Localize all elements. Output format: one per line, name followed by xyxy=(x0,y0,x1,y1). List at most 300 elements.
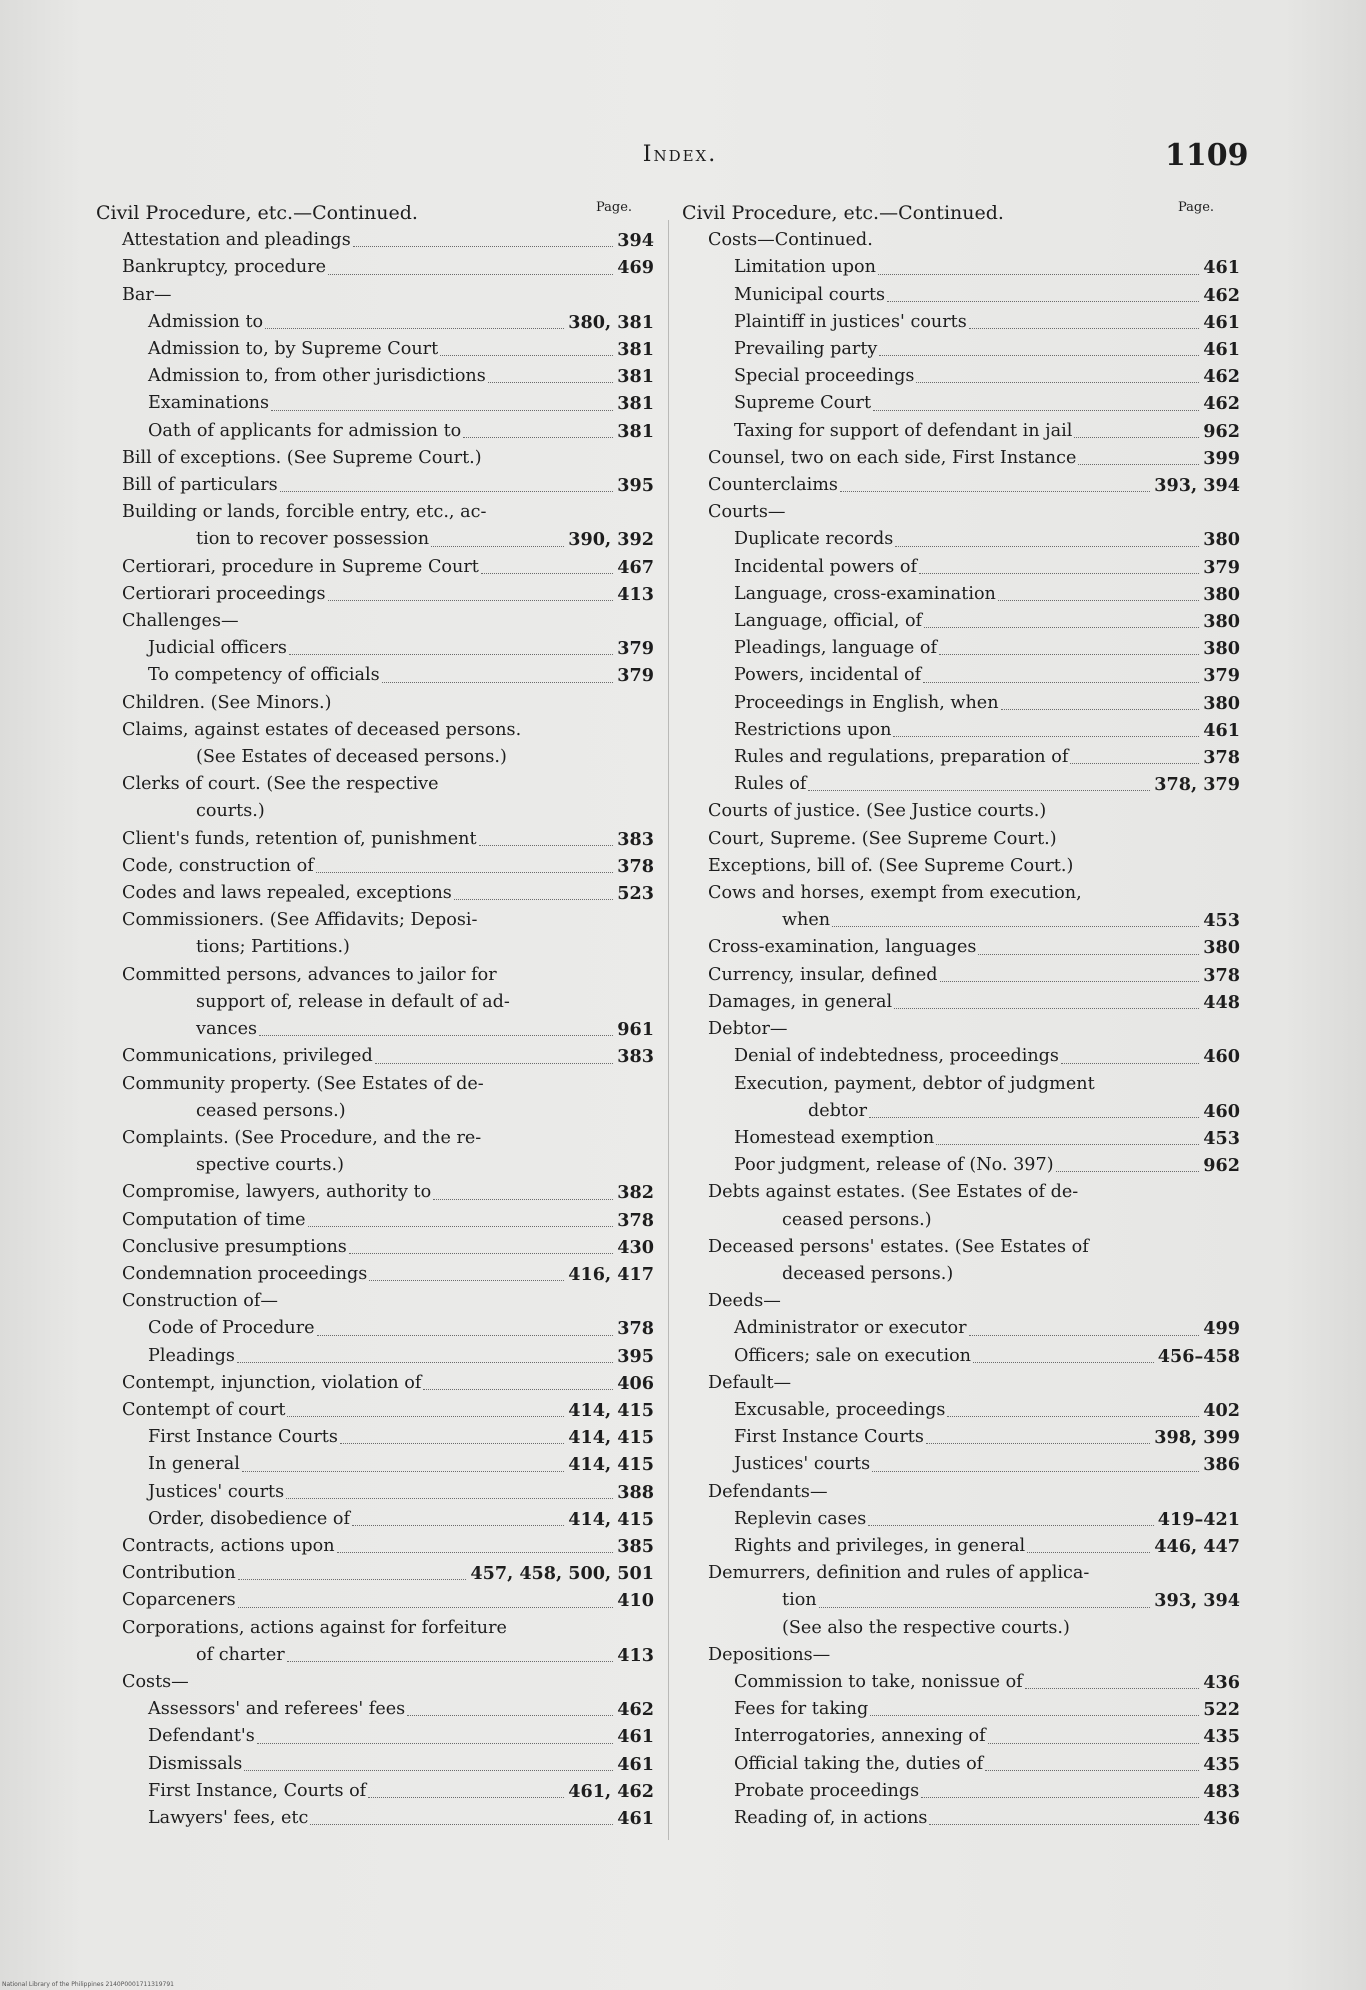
index-entry-page: 453 xyxy=(1203,910,1240,932)
index-entry-page: 378, 379 xyxy=(1154,774,1240,796)
index-entry-page: 414, 415 xyxy=(568,1454,654,1476)
dot-leader xyxy=(337,1552,614,1553)
index-entry-term: Commissioners. (See Affidavits; Deposi- xyxy=(122,910,478,931)
dot-leader xyxy=(969,328,1199,329)
index-entry-term: Certiorari proceedings xyxy=(122,583,326,604)
index-entry-page: 393, 394 xyxy=(1154,1590,1240,1612)
index-entry xyxy=(682,934,1240,961)
index-entry-page: 383 xyxy=(617,1046,654,1068)
index-entry xyxy=(682,254,1240,281)
dot-leader xyxy=(481,573,613,574)
index-entry-term: Rules of xyxy=(734,774,807,795)
index-entry-continuation: ceased persons.) xyxy=(782,1209,932,1230)
index-entry-term: Costs— xyxy=(122,1671,189,1692)
index-entry xyxy=(96,1451,654,1478)
dot-leader xyxy=(237,1362,613,1363)
index-entry-page: 378 xyxy=(1203,747,1240,769)
index-entry-term: Challenges— xyxy=(122,611,239,632)
index-entry xyxy=(96,1506,654,1533)
index-entry xyxy=(96,1098,654,1125)
index-entry-term: Community property. (See Estates of de- xyxy=(122,1073,484,1094)
dot-leader xyxy=(287,1661,614,1662)
index-entry xyxy=(682,363,1240,390)
dot-leader xyxy=(919,573,1199,574)
index-entry-page: 410 xyxy=(617,1590,654,1612)
index-entry-page: 393, 394 xyxy=(1154,475,1240,497)
index-entry xyxy=(682,227,1240,254)
index-entry-page: 406 xyxy=(617,1372,654,1394)
index-entry-page: 430 xyxy=(617,1236,654,1258)
dot-leader xyxy=(895,546,1199,547)
scan-footer: National Library of the Philippines 2140P0001711319791 xyxy=(2,1981,174,1988)
index-entry-page: 385 xyxy=(617,1535,654,1557)
index-entry xyxy=(682,907,1240,934)
index-entry xyxy=(96,200,654,227)
dot-leader xyxy=(819,1607,1151,1608)
index-entry-term: Limitation upon xyxy=(734,257,876,278)
index-entry-term: Contempt of court xyxy=(122,1399,286,1420)
index-entry xyxy=(96,1560,654,1587)
dot-leader xyxy=(316,872,614,873)
index-entry xyxy=(682,526,1240,553)
dot-leader xyxy=(988,1743,1200,1744)
index-entry xyxy=(682,1805,1240,1832)
index-entry-page: 383 xyxy=(617,828,654,850)
index-column-right xyxy=(682,200,1240,1832)
index-entry-term: Bar— xyxy=(122,284,172,305)
index-entry-page: 386 xyxy=(1203,1454,1240,1476)
index-entry-continuation: courts.) xyxy=(196,801,265,822)
index-entry-term: Counsel, two on each side, First Instance xyxy=(708,447,1077,468)
index-entry-page: 413 xyxy=(617,1644,654,1666)
index-entry-page: 414, 415 xyxy=(568,1427,654,1449)
dot-leader xyxy=(969,1335,1200,1336)
index-entry xyxy=(682,1778,1240,1805)
index-entry-page: 460 xyxy=(1203,1046,1240,1068)
index-entry-term: Codes and laws repealed, exceptions xyxy=(122,883,452,904)
index-entry-term: Defendant's xyxy=(148,1726,255,1747)
dot-leader xyxy=(352,1525,564,1526)
index-entry-page: 499 xyxy=(1203,1318,1240,1340)
index-entry-page: 461 xyxy=(1203,719,1240,741)
dot-leader xyxy=(947,1416,1199,1417)
index-entry xyxy=(96,1479,654,1506)
dot-leader xyxy=(869,1117,1199,1118)
dot-leader xyxy=(433,1199,613,1200)
dot-leader xyxy=(286,1498,613,1499)
index-entry-term: Officers; sale on execution xyxy=(734,1345,971,1366)
index-entry-continuation: support of, release in default of ad- xyxy=(196,991,510,1012)
index-entry-page: 380 xyxy=(1203,529,1240,551)
index-entry xyxy=(96,1343,654,1370)
dot-leader xyxy=(832,926,1199,927)
index-entry-term: Assessors' and referees' fees xyxy=(148,1699,406,1720)
index-entry-term: In general xyxy=(148,1454,240,1475)
index-entry xyxy=(682,554,1240,581)
index-entry-page: 467 xyxy=(617,556,654,578)
dot-leader xyxy=(868,1525,1153,1526)
index-entry xyxy=(96,1125,654,1152)
dot-leader xyxy=(1061,1063,1199,1064)
index-entry-continuation: tion xyxy=(782,1590,817,1611)
index-entry-continuation: tions; Partitions.) xyxy=(196,937,350,958)
index-entry xyxy=(96,1152,654,1179)
index-entry xyxy=(682,1451,1240,1478)
index-entry-term: Deeds— xyxy=(708,1291,781,1312)
index-entry-continuation: debtor xyxy=(808,1100,868,1121)
index-entry-page: 461 xyxy=(617,1807,654,1829)
index-entry xyxy=(682,1506,1240,1533)
page-column-label-right: Page. xyxy=(1178,200,1215,215)
index-entry-page: 461 xyxy=(1203,311,1240,333)
index-entry xyxy=(96,1288,654,1315)
dot-leader xyxy=(375,1063,614,1064)
index-entry xyxy=(682,744,1240,771)
index-entry-page: 436 xyxy=(1203,1807,1240,1829)
index-entry-page: 523 xyxy=(617,883,654,905)
index-entry-page: 961 xyxy=(617,1019,654,1041)
dot-leader xyxy=(916,382,1199,383)
index-entry xyxy=(682,1016,1240,1043)
index-entry-page: 460 xyxy=(1203,1100,1240,1122)
index-entry xyxy=(682,472,1240,499)
index-entry xyxy=(96,1723,654,1750)
index-entry xyxy=(96,1315,654,1342)
index-entry-term: Contracts, actions upon xyxy=(122,1535,335,1556)
index-entry-page: 461, 462 xyxy=(568,1780,654,1802)
index-entry-term: Construction of— xyxy=(122,1291,278,1312)
index-entry xyxy=(96,254,654,281)
index-entry-term: Replevin cases xyxy=(734,1508,867,1529)
index-entry-term: Debts against estates. (See Estates of de- xyxy=(708,1182,1079,1203)
index-entry xyxy=(96,1370,654,1397)
index-entry-term: Cross-examination, languages xyxy=(708,937,977,958)
index-entry-page: 461 xyxy=(617,1753,654,1775)
index-entry xyxy=(682,1696,1240,1723)
index-entry-term: Powers, incidental of xyxy=(734,665,922,686)
dot-leader xyxy=(924,627,1199,628)
index-entry-continuation: (See Estates of deceased persons.) xyxy=(196,747,507,768)
dot-leader xyxy=(1070,763,1199,764)
index-entry xyxy=(96,282,654,309)
index-entry xyxy=(96,1179,654,1206)
index-entry xyxy=(96,635,654,662)
index-entry-term: Civil Procedure, etc.—Continued. xyxy=(682,202,1004,224)
index-entry xyxy=(96,744,654,771)
index-entry xyxy=(682,1315,1240,1342)
index-entry xyxy=(682,282,1240,309)
index-entry-term: Homestead exemption xyxy=(734,1127,935,1148)
index-entry-term: Pleadings, language of xyxy=(734,638,937,659)
index-entry xyxy=(682,1479,1240,1506)
index-entry-term: Cows and horses, exempt from execution, xyxy=(708,883,1082,904)
index-entry-term: Incidental powers of xyxy=(734,556,918,577)
index-entry-term: Default— xyxy=(708,1372,792,1393)
index-entry-page: 380, 381 xyxy=(568,311,654,333)
dot-leader xyxy=(369,1280,564,1281)
dot-leader xyxy=(287,1416,564,1417)
dot-leader xyxy=(423,1389,613,1390)
dot-leader xyxy=(280,491,614,492)
index-entry-term: Compromise, lawyers, authority to xyxy=(122,1182,432,1203)
page-number: 1109 xyxy=(1165,138,1249,173)
index-entry-term: Taxing for support of defendant in jail xyxy=(734,420,1073,441)
index-entry-term: Fees for taking xyxy=(734,1699,869,1720)
dot-leader xyxy=(870,1715,1199,1716)
index-entry-page: 379 xyxy=(617,638,654,660)
index-entry-continuation: ceased persons.) xyxy=(196,1100,346,1121)
dot-leader xyxy=(1001,709,1200,710)
index-entry-page: 381 xyxy=(617,393,654,415)
index-column-left xyxy=(96,200,654,1832)
index-entry xyxy=(96,962,654,989)
index-entry-term: Committed persons, advances to jailor for xyxy=(122,964,497,985)
index-entry-term: Condemnation proceedings xyxy=(122,1263,368,1284)
index-entry-page: 462 xyxy=(617,1699,654,1721)
index-entry-page: 414, 415 xyxy=(568,1508,654,1530)
index-entry-page: 380 xyxy=(1203,638,1240,660)
index-entry xyxy=(96,363,654,390)
index-entry xyxy=(96,1696,654,1723)
index-entry xyxy=(682,826,1240,853)
index-entry xyxy=(96,418,654,445)
index-entry-term: Corporations, actions against for forfeiture xyxy=(122,1617,507,1638)
index-entry-continuation: tion to recover possession xyxy=(196,529,430,550)
index-entry-page: 962 xyxy=(1203,1155,1240,1177)
index-entry xyxy=(96,853,654,880)
index-entry-page: 435 xyxy=(1203,1726,1240,1748)
index-entry-term: Language, official, of xyxy=(734,611,923,632)
index-entry xyxy=(96,1016,654,1043)
dot-leader xyxy=(265,328,564,329)
index-entry xyxy=(96,445,654,472)
dot-leader xyxy=(887,301,1199,302)
index-entry xyxy=(96,907,654,934)
dot-leader xyxy=(1027,1552,1150,1553)
index-entry xyxy=(96,526,654,553)
index-entry-term: Code of Procedure xyxy=(148,1318,315,1339)
index-entry xyxy=(96,227,654,254)
index-entry xyxy=(96,581,654,608)
index-entry xyxy=(96,1778,654,1805)
index-entry xyxy=(96,1071,654,1098)
dot-leader xyxy=(1025,1688,1200,1689)
index-entry-term: Code, construction of xyxy=(122,855,314,876)
dot-leader xyxy=(310,1824,613,1825)
index-entry-term: Courts— xyxy=(708,502,786,523)
index-entry xyxy=(682,1343,1240,1370)
index-entry xyxy=(682,1615,1240,1642)
dot-leader xyxy=(921,1797,1199,1798)
index-entry-term: Execution, payment, debtor of judgment xyxy=(734,1073,1095,1094)
index-entry-page: 436 xyxy=(1203,1671,1240,1693)
index-entry-term: Currency, insular, defined xyxy=(708,964,938,985)
index-entry xyxy=(96,1669,654,1696)
index-entry-page: 378 xyxy=(1203,964,1240,986)
dot-leader xyxy=(929,1824,1199,1825)
dot-leader xyxy=(242,1471,564,1472)
index-entry-term: Plaintiff in justices' courts xyxy=(734,311,967,332)
index-entry-page: 402 xyxy=(1203,1399,1240,1421)
index-entry-page: 522 xyxy=(1203,1699,1240,1721)
index-entry-term: Supreme Court xyxy=(734,393,872,414)
index-entry-term: Contribution xyxy=(122,1563,236,1584)
index-entry xyxy=(682,690,1240,717)
index-entry-page: 456–458 xyxy=(1157,1345,1240,1367)
index-entry-page: 462 xyxy=(1203,284,1240,306)
index-entry-term: Municipal courts xyxy=(734,284,886,305)
dot-leader xyxy=(454,899,613,900)
index-entry-page: 395 xyxy=(617,1345,654,1367)
index-entry-term: Bill of exceptions. (See Supreme Court.) xyxy=(122,447,482,468)
dot-leader xyxy=(382,682,614,683)
index-entry-term: Debtor— xyxy=(708,1019,788,1040)
index-entry-page: 461 xyxy=(1203,257,1240,279)
index-entry xyxy=(96,472,654,499)
index-entry-term: Denial of indebtedness, proceedings xyxy=(734,1046,1059,1067)
index-entry-page: 381 xyxy=(617,339,654,361)
index-entry-page: 378 xyxy=(617,855,654,877)
index-entry xyxy=(682,1098,1240,1125)
index-entry-term: Admission to, from other jurisdictions xyxy=(148,366,486,387)
index-entry xyxy=(96,989,654,1016)
index-entry-term: Exceptions, bill of. (See Supreme Court.) xyxy=(708,855,1074,876)
index-entry-page: 381 xyxy=(617,366,654,388)
index-entry-term: Claims, against estates of deceased persons. xyxy=(122,719,522,740)
index-entry-term: Admission to xyxy=(148,311,264,332)
index-entry xyxy=(682,1397,1240,1424)
index-entry-term: Costs—Continued. xyxy=(708,230,873,251)
index-entry xyxy=(682,1723,1240,1750)
index-entry-term: Examinations xyxy=(148,393,270,414)
index-entry xyxy=(96,934,654,961)
index-entry-page: 379 xyxy=(1203,556,1240,578)
dot-leader xyxy=(259,1035,613,1036)
dot-leader xyxy=(840,491,1150,492)
index-entry-term: Conclusive presumptions xyxy=(122,1236,347,1257)
dot-leader xyxy=(1056,1171,1200,1172)
index-entry-page: 379 xyxy=(1203,665,1240,687)
index-entry-page: 378 xyxy=(617,1318,654,1340)
index-entry xyxy=(682,445,1240,472)
index-entry-page: 381 xyxy=(617,420,654,442)
index-entry-page: 446, 447 xyxy=(1154,1535,1240,1557)
index-entry-page: 448 xyxy=(1203,991,1240,1013)
index-entry-page: 399 xyxy=(1203,447,1240,469)
index-entry xyxy=(682,1370,1240,1397)
dot-leader xyxy=(923,682,1199,683)
dot-leader xyxy=(872,1471,1199,1472)
index-entry-term: Building or lands, forcible entry, etc., ac- xyxy=(122,502,487,523)
index-entry xyxy=(682,336,1240,363)
dot-leader xyxy=(407,1715,613,1716)
index-entry-term: Official taking the, duties of xyxy=(734,1753,984,1774)
dot-leader xyxy=(328,274,613,275)
index-entry xyxy=(96,1615,654,1642)
index-entry-term: Clerks of court. (See the respective xyxy=(122,774,439,795)
index-entry-term: Defendants— xyxy=(708,1481,828,1502)
index-entry xyxy=(682,1751,1240,1778)
index-entry-term: Reading of, in actions xyxy=(734,1807,928,1828)
index-entry-term: Damages, in general xyxy=(708,991,893,1012)
index-entry-page: 379 xyxy=(617,665,654,687)
index-entry xyxy=(96,499,654,526)
index-entry-term: To competency of officials xyxy=(148,665,380,686)
index-entry-term: Special proceedings xyxy=(734,366,915,387)
dot-leader xyxy=(1074,437,1199,438)
dot-leader xyxy=(440,355,613,356)
index-entry xyxy=(682,1587,1240,1614)
index-entry-term: Administrator or executor xyxy=(734,1318,967,1339)
index-entry-term: Attestation and pleadings xyxy=(122,230,351,251)
index-entry xyxy=(682,798,1240,825)
index-entry-page: 413 xyxy=(617,583,654,605)
index-entry xyxy=(682,1642,1240,1669)
index-entry-page: 380 xyxy=(1203,692,1240,714)
index-entry-page: 395 xyxy=(617,475,654,497)
index-entry xyxy=(96,1424,654,1451)
index-entry-page: 380 xyxy=(1203,583,1240,605)
index-entry-term: Dismissals xyxy=(148,1753,243,1774)
index-entry xyxy=(682,581,1240,608)
index-entry-term: Coparceners xyxy=(122,1590,236,1611)
index-entry xyxy=(682,608,1240,635)
index-entry xyxy=(96,826,654,853)
dot-leader xyxy=(349,1253,613,1254)
index-entry-page: 390, 392 xyxy=(568,529,654,551)
index-entry xyxy=(682,771,1240,798)
index-entry xyxy=(96,1751,654,1778)
index-entry-page: 453 xyxy=(1203,1127,1240,1149)
dot-leader xyxy=(289,654,613,655)
index-entry-term: First Instance, Courts of xyxy=(148,1780,367,1801)
index-entry-term: Commission to take, nonissue of xyxy=(734,1671,1023,1692)
index-entry-page: 419–421 xyxy=(1157,1508,1240,1530)
index-entry xyxy=(96,771,654,798)
dot-leader xyxy=(808,790,1150,791)
index-entry-term: Probate proceedings xyxy=(734,1780,920,1801)
index-entry-term: Deceased persons' estates. (See Estates of xyxy=(708,1236,1089,1257)
index-entry xyxy=(682,1207,1240,1234)
index-entry-page: 461 xyxy=(1203,339,1240,361)
dot-leader xyxy=(328,600,614,601)
index-entry-term: First Instance Courts xyxy=(148,1427,338,1448)
index-entry xyxy=(96,1207,654,1234)
index-entry xyxy=(96,662,654,689)
index-entry xyxy=(96,554,654,581)
dot-leader xyxy=(463,437,613,438)
index-entry-term: Communications, privileged xyxy=(122,1046,373,1067)
index-entry xyxy=(682,390,1240,417)
dot-leader xyxy=(973,1362,1154,1363)
index-entry xyxy=(96,798,654,825)
index-entry-term: Bill of particulars xyxy=(122,475,278,496)
index-entry xyxy=(682,1234,1240,1261)
index-entry-term: Depositions— xyxy=(708,1644,831,1665)
dot-leader xyxy=(244,1770,613,1771)
index-entry xyxy=(682,1288,1240,1315)
index-entry-page: 435 xyxy=(1203,1753,1240,1775)
index-entry xyxy=(682,880,1240,907)
index-entry xyxy=(96,309,654,336)
index-entry-term: Justices' courts xyxy=(734,1454,871,1475)
index-entry-page: 457, 458, 500, 501 xyxy=(470,1563,654,1585)
index-entry-term: Rights and privileges, in general xyxy=(734,1535,1026,1556)
index-entry-page: 378 xyxy=(617,1209,654,1231)
index-entry-term: Interrogatories, annexing of xyxy=(734,1726,986,1747)
index-entry-term: First Instance Courts xyxy=(734,1427,924,1448)
index-entry xyxy=(682,1071,1240,1098)
